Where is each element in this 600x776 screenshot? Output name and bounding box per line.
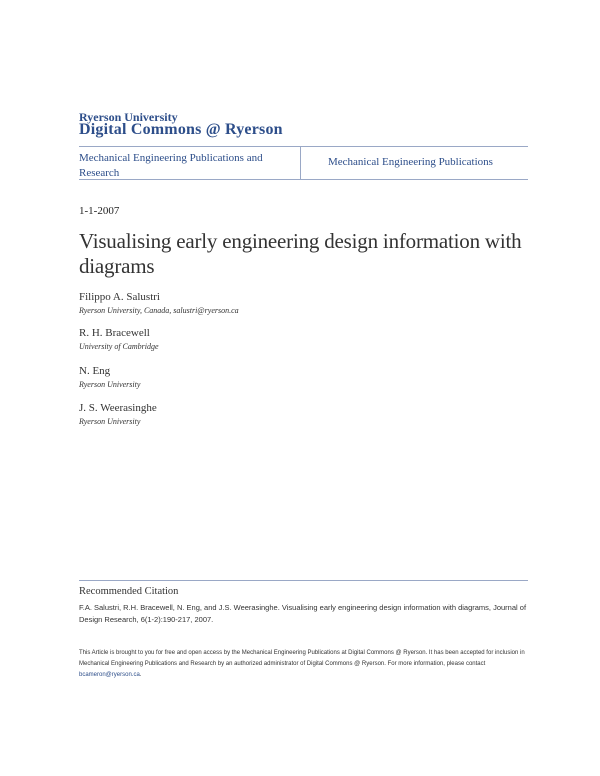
author-affiliation: Ryerson University (79, 380, 141, 389)
notice-period: . (139, 672, 142, 678)
author-affiliation: Ryerson University (79, 417, 141, 426)
top-divider (79, 146, 528, 147)
author-affiliation: University of Cambridge (79, 342, 159, 351)
author-name: Filippo A. Salustri (79, 291, 160, 303)
author-name: N. Eng (79, 365, 111, 377)
repository-link[interactable]: Digital Commons @ Ryerson (79, 121, 283, 138)
collection-link-right[interactable]: Mechanical Engineering Publications (328, 156, 493, 168)
collection-separator (300, 146, 301, 179)
publication-date: 1-1-2007 (79, 205, 120, 217)
collection-link-left[interactable]: Mechanical Engineering Publications and Research (79, 152, 263, 179)
institution-name: Ryerson University (79, 110, 178, 124)
collection-divider (79, 179, 528, 180)
article-title: Visualising early engineering design information with diagrams (79, 229, 522, 278)
access-notice (79, 648, 531, 681)
author-name: J. S. Weerasinghe (79, 402, 157, 414)
notice-text: This Article is brought to you for free and open access by the Mechanical Engineering Publications at Digital Commons @ Ryerson. It has been accepted for inclusion in Mechanical Engineering Publications and Research by an authorized administrator of Digital Commons @ Ryerson. For more information, please contact (79, 650, 525, 667)
citation-label: Recommended Citation (79, 586, 179, 597)
author-name: R. H. Bracewell (79, 327, 150, 339)
contact-email-link[interactable]: bcameron@ryerson.ca (79, 672, 140, 678)
citation-text: F.A. Salustri, R.H. Bracewell, N. Eng, and J.S. Weerasinghe. Visualising early engineering design information with diagrams, Journal of Design Research, 6(1-2):190-217, 2007. (79, 603, 527, 624)
citation-divider (79, 580, 528, 581)
author-affiliation: Ryerson University, Canada, salustri@ryerson.ca (79, 306, 239, 315)
